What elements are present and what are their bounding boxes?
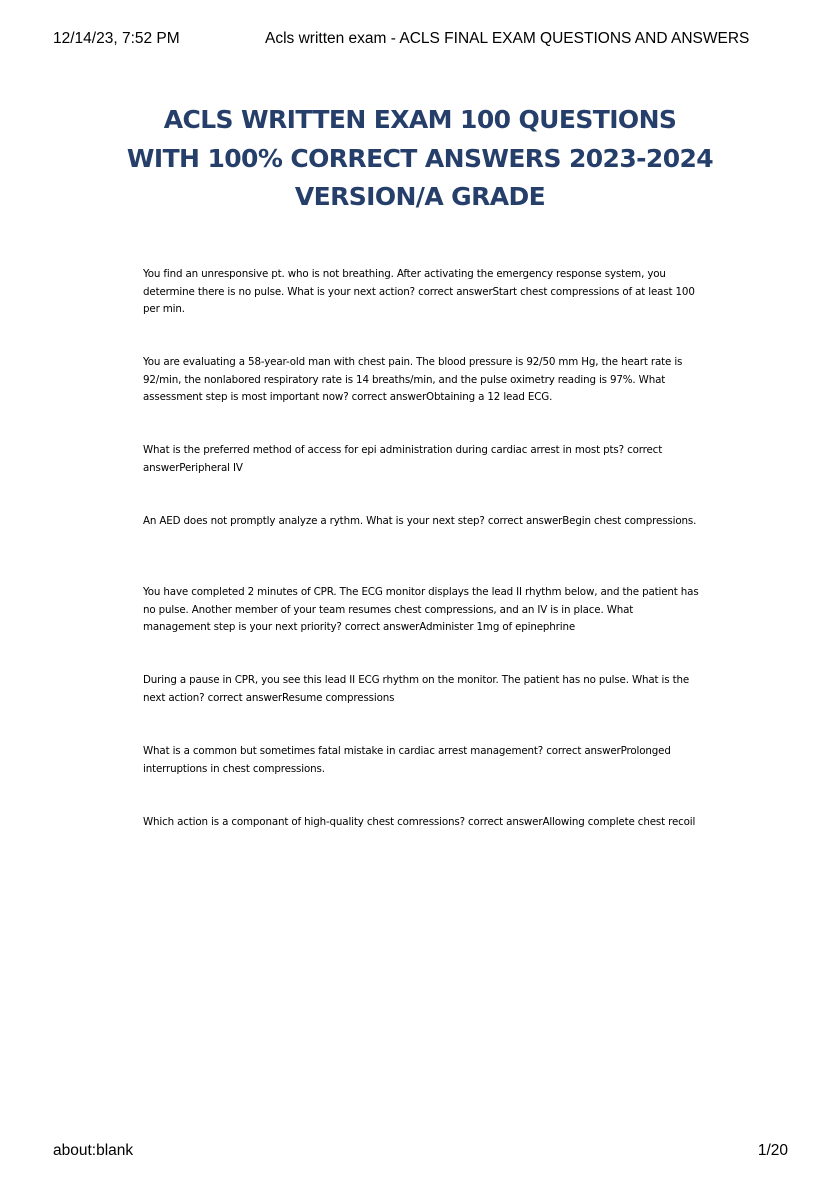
title-line: WITH 100% CORRECT ANSWERS 2023-2024: [126, 143, 714, 173]
title-line: ACLS WRITTEN EXAM 100 QUESTIONS: [163, 105, 677, 134]
question-answer-item: Which action is a componant of high-quality chest comressions? correct answerAllowing complete chest recoil: [143, 816, 696, 828]
print-datetime: 12/14/23, 7:52 PM: [53, 30, 180, 47]
question-answer-item: You have completed 2 minutes of CPR. The ECG monitor displays the lead II rhythm below, and the patient has no pulse. Another member of your team resumes chest compressions, and an IV is in place. What management step is your next priority? correct answerAdminister 1mg of epinephrine: [143, 586, 699, 633]
question-answer-item: What is a common but sometimes fatal mistake in cardiac arrest management? correct answerProlonged interruptions in chest compressions.: [143, 745, 671, 775]
question-answer-list: [143, 266, 699, 902]
title-line: VERSION/A GRADE: [294, 182, 546, 211]
question-answer-item: You find an unresponsive pt. who is not breathing. After activating the emergency response system, you determine there is no pulse. What is your next action? correct answerStart chest compressions of at least 100 per min.: [143, 268, 695, 315]
question-answer-item: An AED does not promptly analyze a rythm. What is your next step? correct answerBegin chest compressions.: [143, 515, 697, 527]
print-page-title: Acls written exam - ACLS FINAL EXAM QUESTIONS AND ANSWERS: [265, 30, 750, 47]
page-number: 1/20: [757, 1142, 788, 1159]
question-answer-item: During a pause in CPR, you see this lead II ECG rhythm on the monitor. The patient has no pulse. What is the next action? correct answerResume compressions: [143, 674, 690, 704]
document-title: [120, 101, 720, 217]
question-answer-item: What is the preferred method of access for epi administration during cardiac arrest in most pts? correct answerPeripheral IV: [143, 444, 663, 474]
question-answer-item: You are evaluating a 58-year-old man with chest pain. The blood pressure is 92/50 mm Hg, the heart rate is 92/min, the nonlabored respiratory rate is 14 breaths/min, and the pulse oximetry reading is 97%. What assessment step is most important now? correct answerObtaining a 12 lead ECG.: [143, 356, 683, 403]
print-url: about:blank: [53, 1142, 134, 1159]
